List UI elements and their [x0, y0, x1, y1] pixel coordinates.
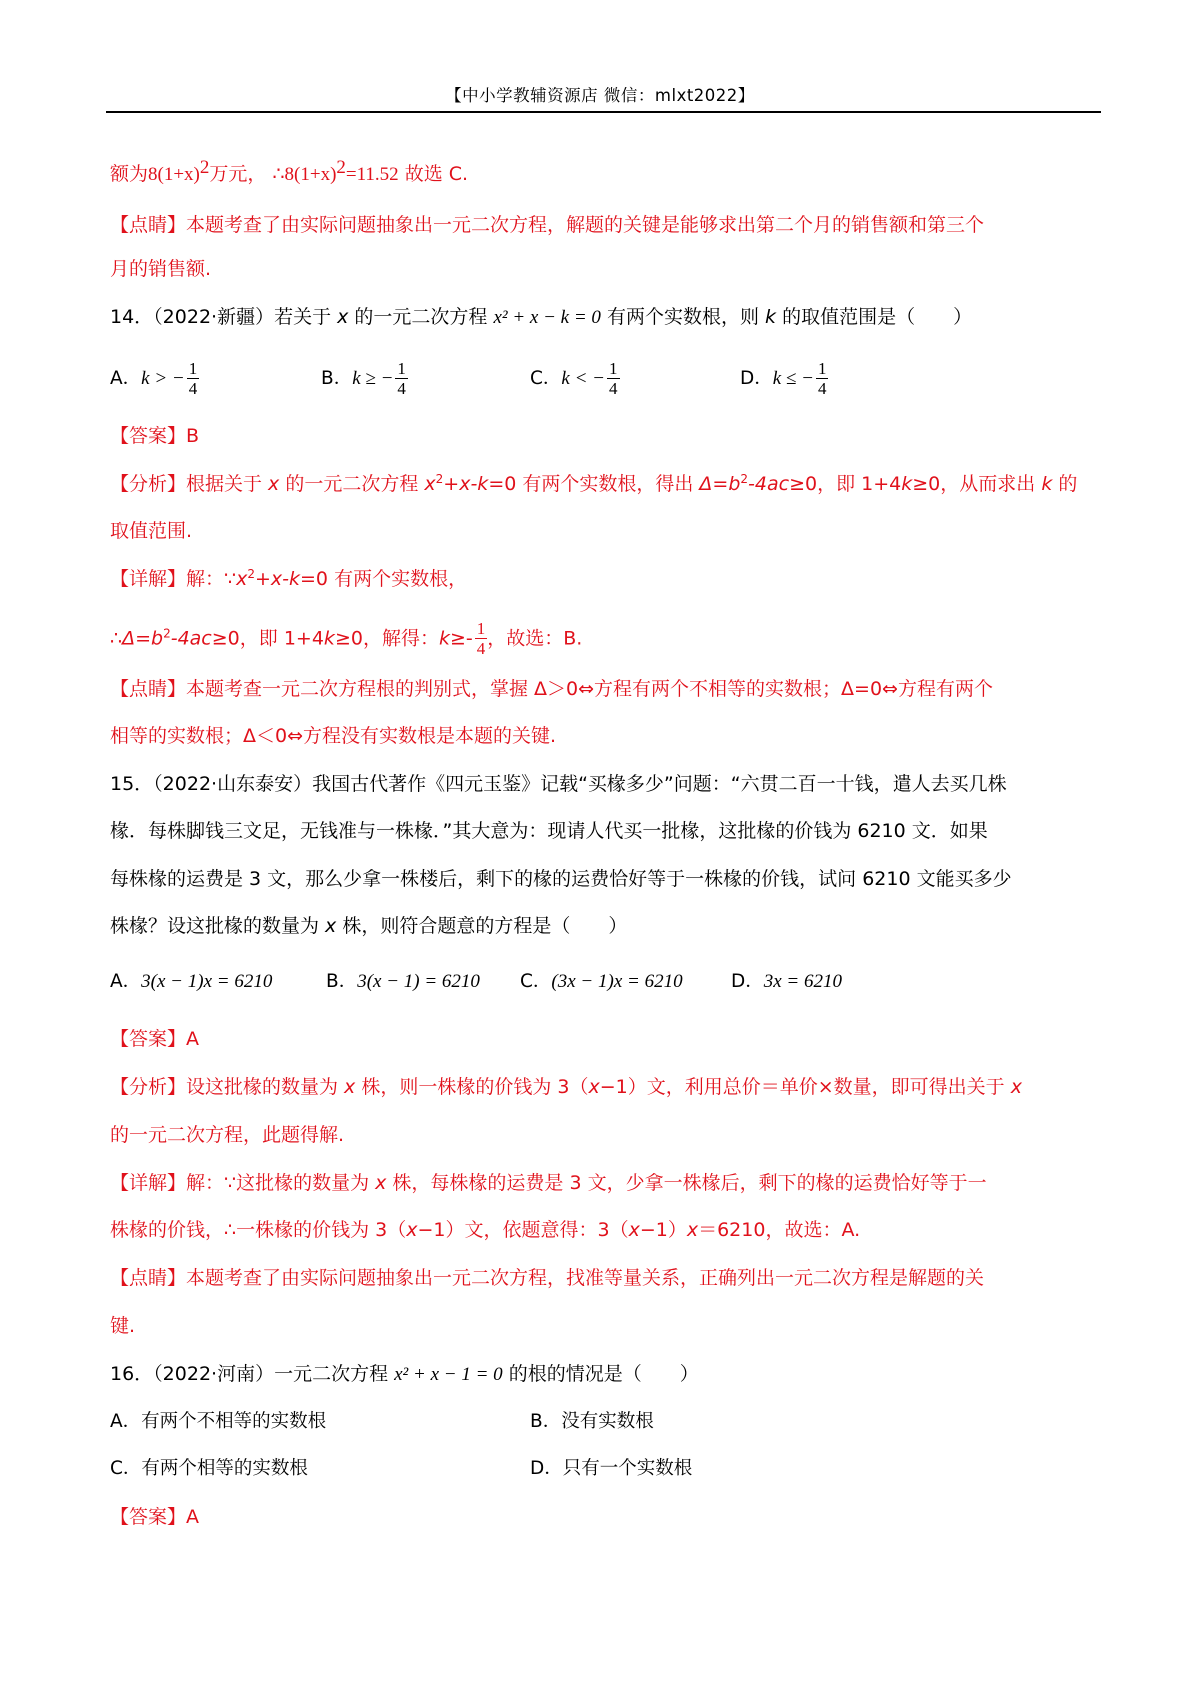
q13-key-point-cont: 月的销售额. [110, 258, 212, 280]
q15-stem-4: 株椽？设这批椽的数量为 x 株，则符合题意的方程是（ ） [110, 915, 628, 937]
q14-analysis-cont: 取值范围. [110, 520, 193, 542]
q14-stem: 14．（2022·新疆）若关于 x 的一元二次方程 x² + x − k = 0 有两个实数根，则 k 的取值范围是（ ） [110, 306, 973, 328]
q14-solution-2: $\therefore\Delta=b^2-4ac\ge 0$，即 1+4k≥0，解得：k≥- $\frac{1}{4}$ ，故选：B. [110, 619, 583, 658]
q16-option-d: D．只有一个实数根 [530, 1458, 693, 1479]
q16-stem: 16．（2022·河南）一元二次方程 x² + x − 1 = 0 的根的情况是（ ） [110, 1363, 699, 1385]
q15-solution-1: 【详解】解：∵这批椽的数量为 x 株，每株椽的运费是 3 文，少拿一株椽后，剩下的椽的运费恰好等于一 [110, 1172, 987, 1194]
q16-option-b: B．没有实数根 [530, 1411, 654, 1432]
q13-conclusion-line: 额为$8(1+x)^2$万元， $\therefore 8(1+x)^2=11.52$ 故选 C. [110, 157, 469, 185]
q14-key-point: 【点睛】本题考查一元二次方程根的判别式，掌握 Δ＞0⇔方程有两个不相等的实数根；Δ=0⇔方程有两个 [110, 678, 993, 700]
q16-answer: 【答案】A [110, 1506, 199, 1528]
q15-key-point-cont: 键. [110, 1315, 136, 1337]
header-rule [106, 111, 1101, 113]
q14-option-a: A．k > − $\frac{1}{4}$ [110, 359, 198, 398]
q15-stem-1: 15．（2022·山东泰安）我国古代著作《四元玉鉴》记载“买椽多少”问题：“六贯二百一十钱，遣人去买几株 [110, 773, 1007, 795]
q15-solution-2: 株椽的价钱，∴一株椽的价钱为 3（x−1）文，依题意得：3（x−1）x＝6210，故选：A. [110, 1219, 861, 1241]
q15-analysis-cont: 的一元二次方程，此题得解. [110, 1124, 345, 1146]
q15-option-a: A．3(x − 1)x = 6210 [110, 971, 273, 992]
q14-analysis: 【分析】根据关于 x 的一元二次方程 $x^2+x-k=0$ 有两个实数根，得出 $\Delta=b^2-4ac\ge 0$，即 1+4k≥0，从而求出 k 的 [110, 472, 1078, 495]
q15-key-point: 【点睛】本题考查了由实际问题抽象出一元二次方程，找准等量关系，正确列出一元二次方程是解题的关 [110, 1267, 985, 1289]
q15-option-c: C．(3x − 1)x = 6210 [520, 971, 683, 992]
q14-key-point-cont: 相等的实数根；Δ＜0⇔方程没有实数根是本题的关键. [110, 725, 557, 747]
q15-option-b: B．3(x − 1) = 6210 [326, 971, 480, 992]
q14-solution-1: 【详解】解：$\because x^2+x-k=0$ 有两个实数根， [110, 567, 468, 590]
q15-analysis: 【分析】设这批椽的数量为 x 株，则一株椽的价钱为 3（x−1）文，利用总价＝单价×数量，即可得出关于 x [110, 1076, 1022, 1098]
q14-option-d: D．k ≤ − $\frac{1}{4}$ [740, 359, 827, 398]
q14-option-b: B．k ≥ − $\frac{1}{4}$ [321, 359, 406, 398]
q16-option-c: C．有两个相等的实数根 [110, 1458, 308, 1479]
q14-option-c: C．k < − $\frac{1}{4}$ [530, 359, 618, 398]
q15-stem-2: 椽．每株脚钱三文足，无钱准与一株椽．”其大意为：现请人代买一批椽，这批椽的价钱为 6210 文．如果 [110, 820, 988, 842]
page-header: 【中小学教辅资源店 微信：mlxt2022】 [445, 86, 755, 105]
q15-stem-3: 每株椽的运费是 3 文，那么少拿一株楼后，剩下的椽的运费恰好等于一株椽的价钱，试问 6210 文能买多少 [110, 868, 1012, 890]
q16-option-a: A．有两个不相等的实数根 [110, 1411, 327, 1432]
q15-answer: 【答案】A [110, 1028, 199, 1050]
q13-key-point: 【点睛】本题考查了由实际问题抽象出一元二次方程，解题的关键是能够求出第二个月的销售额和第三个 [110, 214, 985, 236]
q14-answer: 【答案】B [110, 425, 200, 447]
q15-option-d: D．3x = 6210 [731, 971, 843, 992]
